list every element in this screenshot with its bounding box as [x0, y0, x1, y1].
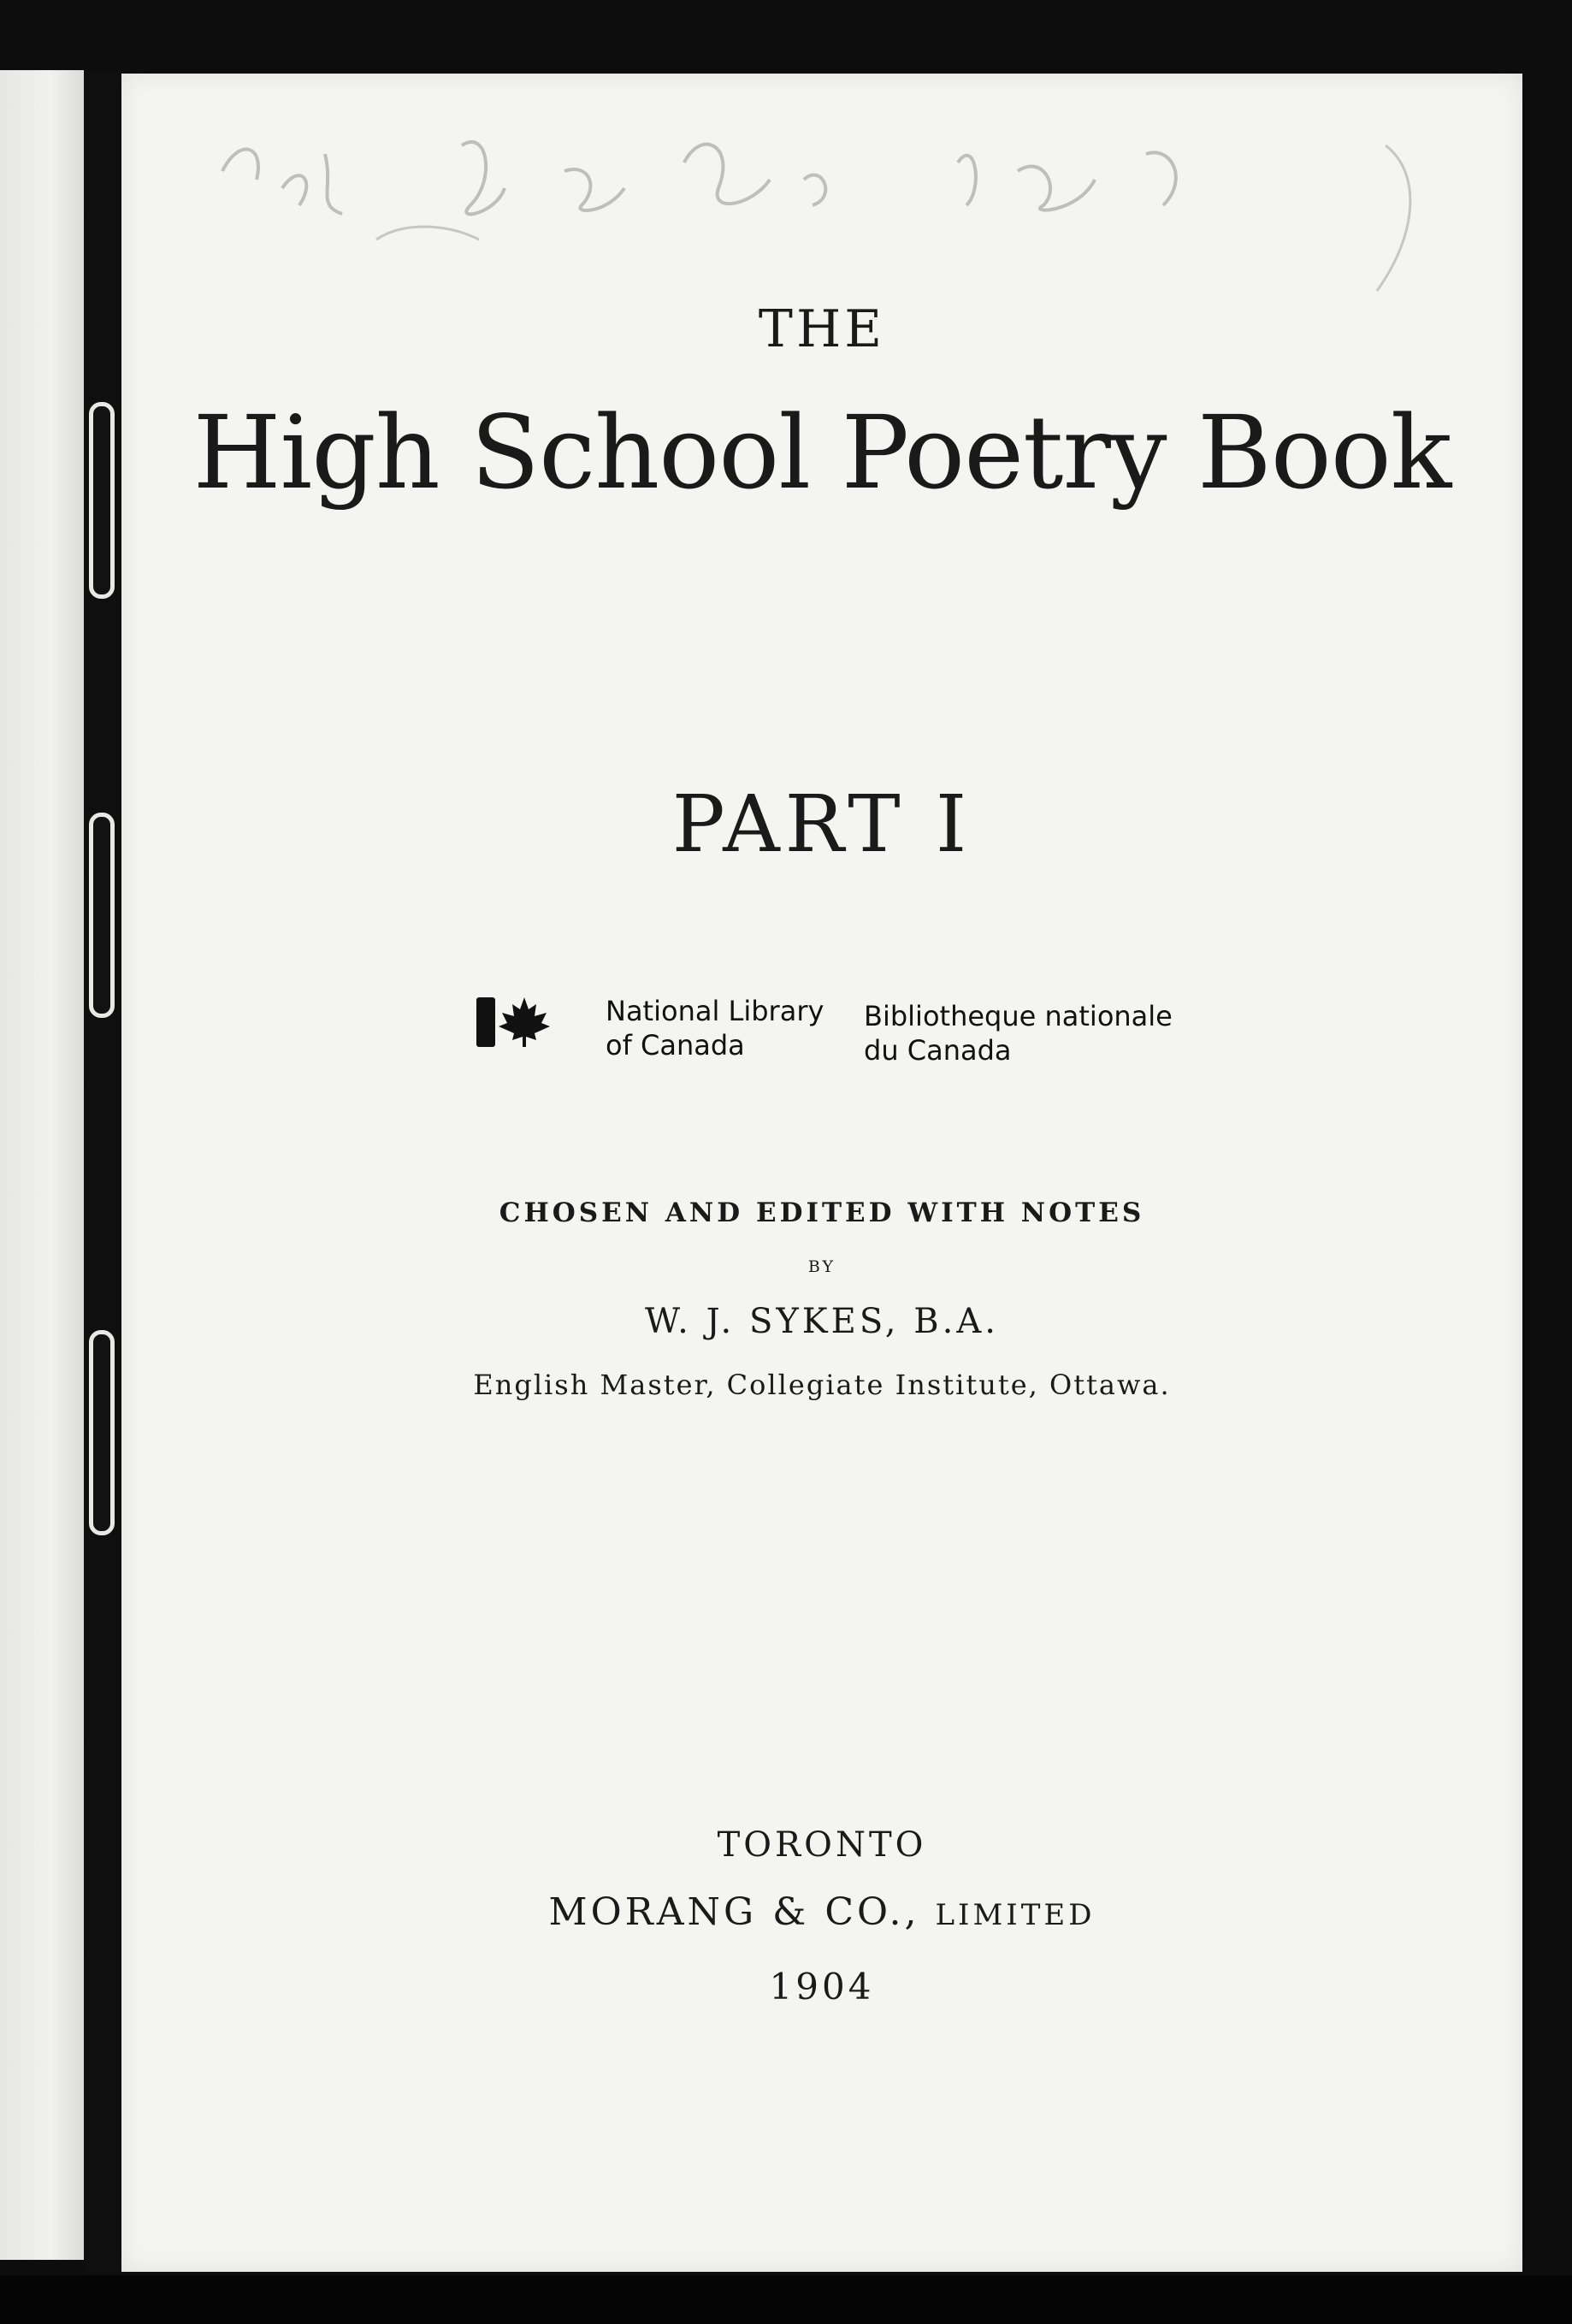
title-the: THE	[758, 299, 886, 359]
by-line: BY	[807, 1257, 836, 1276]
flag-bar-icon	[476, 997, 495, 1047]
maple-leaf-icon	[499, 997, 550, 1047]
part-heading: PART I	[671, 778, 972, 870]
library-stamp-fr-line2: du Canada	[864, 1034, 1012, 1067]
publisher-main: MORANG & CO.,	[548, 1890, 936, 1934]
chosen-and-edited-line: CHOSEN AND EDITED WITH NOTES	[499, 1197, 1145, 1228]
publisher-limited: LIMITED	[935, 1898, 1096, 1932]
editor-role: English Master, Collegiate Institute, Ottawa.	[473, 1369, 1171, 1401]
book-gutter	[84, 70, 123, 2277]
library-logo	[475, 994, 552, 1050]
editor-name: W. J. SYKES, B.A.	[645, 1302, 999, 1341]
publisher-city: TORONTO	[717, 1825, 927, 1865]
library-stamp-en-line2: of Canada	[606, 1029, 745, 1061]
page-title: High School Poetry Book	[192, 393, 1451, 512]
binding-stitch	[89, 1330, 115, 1535]
adjacent-page-edge	[0, 70, 84, 2260]
binding-stitch	[89, 402, 115, 599]
scan-bottom-edge	[0, 2275, 1572, 2324]
library-stamp-french	[864, 999, 1173, 1067]
publication-year: 1904	[769, 1966, 875, 2008]
library-stamp-en-line1: National Library	[606, 995, 824, 1027]
handwritten-signature	[205, 120, 1522, 325]
library-stamp-english	[606, 994, 824, 1062]
binding-stitch	[89, 813, 115, 1018]
publisher-name	[121, 1890, 1522, 1934]
library-stamp-fr-line1: Bibliotheque nationale	[864, 1000, 1173, 1032]
